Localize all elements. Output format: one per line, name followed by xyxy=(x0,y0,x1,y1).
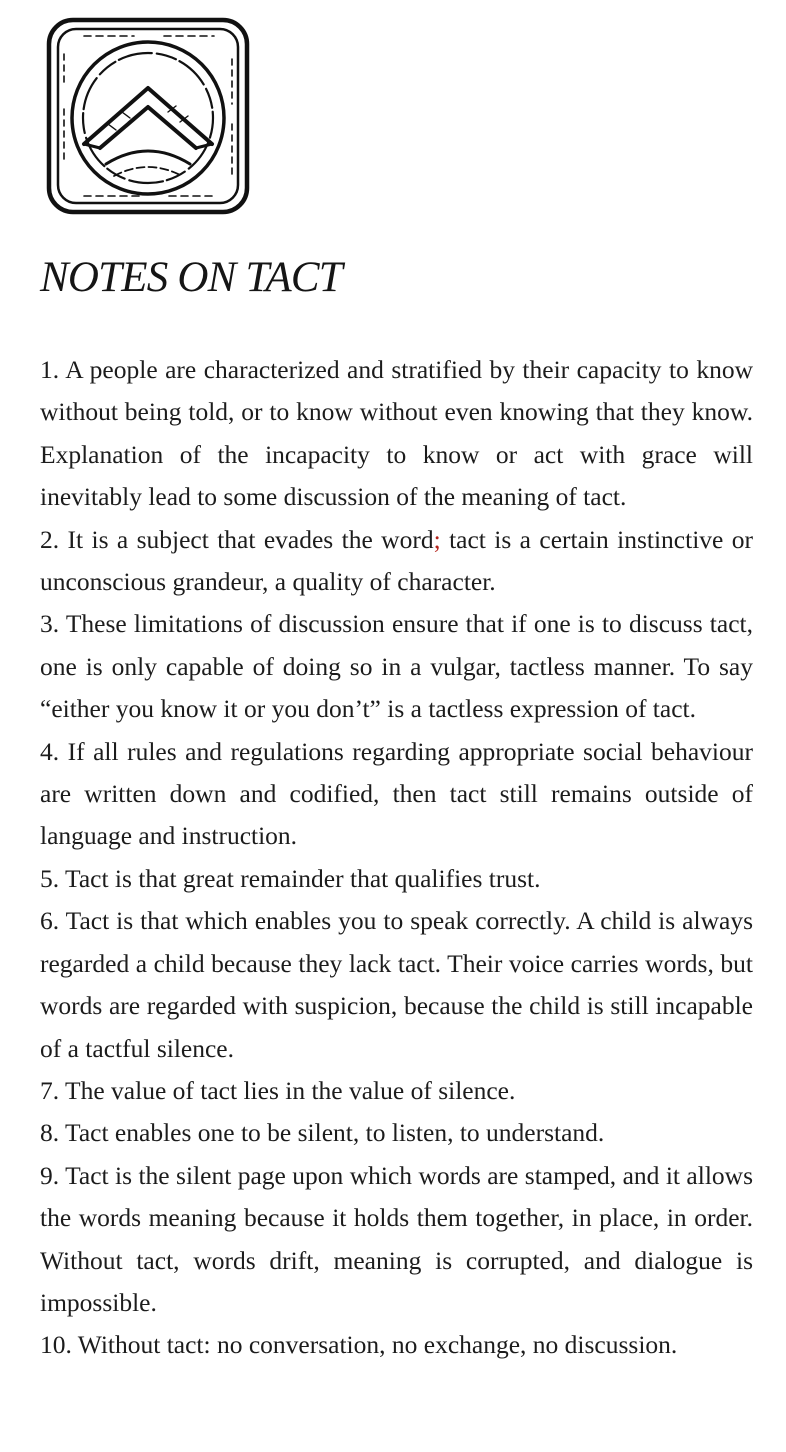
note-1: 1. A people are characterized and stratified by their capacity to know without being told, or to know without even knowing that they know. Explanation of the incapacity to know or act with grace will inevitably lead to some discussion of the meaning of tact. xyxy=(40,355,753,512)
note-2-text-end: tact is a certain instinctive or unconscious grandeur, a quality of character. xyxy=(40,524,753,597)
note-6: 6. Tact is that which enables you to speak correctly. A child is always regarded a child because they lack tact. Their voice carries words, but words are regarded with suspicion, because the child is still incapable of a tactful silence. xyxy=(40,906,753,1063)
note-3: 3. These limitations of discussion ensure that if one is to discuss tact, one is only capable of doing so in a vulgar, tactless manner. To say “either you know it or you don’t” is a tactless expression of tact. xyxy=(40,609,753,724)
note-2-accent-mark: ; xyxy=(433,524,441,554)
chevron-seal-icon xyxy=(44,14,252,218)
note-2-text-start: 2. It is a subject that evades the word xyxy=(40,524,434,554)
note-10: 10. Without tact: no conversation, no exchange, no discussion. xyxy=(40,1330,678,1360)
note-7: 7. The value of tact lies in the value of silence. xyxy=(40,1075,516,1105)
note-2 xyxy=(40,519,753,604)
note-4: 4. If all rules and regulations regarding appropriate social behaviour are written down and codified, then tact still remains outside of language and instruction. xyxy=(40,736,753,851)
note-8: 8. Tact enables one to be silent, to listen, to understand. xyxy=(40,1118,605,1148)
note-9: 9. Tact is the silent page upon which words are stamped, and it allows the words meaning because it holds them together, in place, in order. Without tact, words drift, meaning is corrupted, and dialogue is impossible. xyxy=(40,1160,753,1317)
notes-list xyxy=(40,349,753,1367)
page-title: NOTES ON TACT xyxy=(40,254,342,301)
note-5: 5. Tact is that great remainder that qualifies trust. xyxy=(40,863,541,893)
